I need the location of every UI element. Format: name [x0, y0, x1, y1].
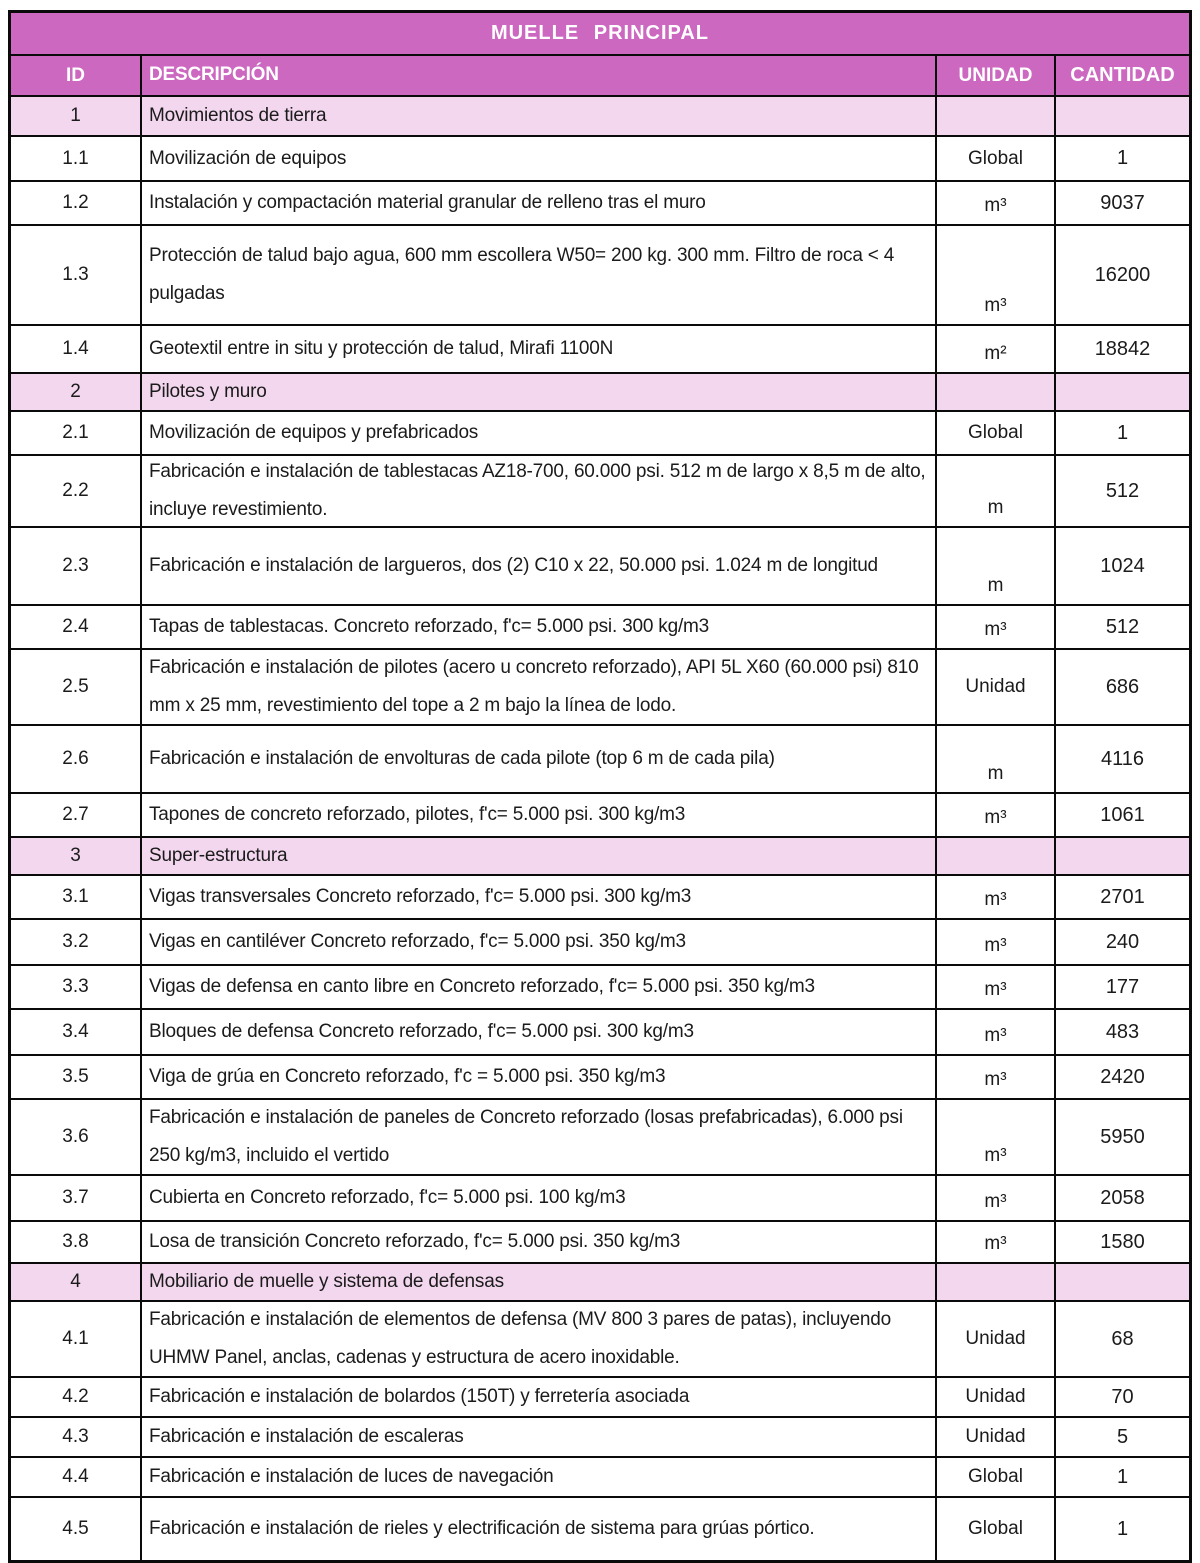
row-id: 2: [70, 381, 81, 402]
row-quantity: 1: [1054, 1458, 1189, 1496]
column-header-id: ID: [66, 64, 85, 86]
row-description: Movimientos de tierra: [140, 97, 935, 135]
row-id: 1.2: [62, 192, 89, 213]
row-unit: Global: [935, 1458, 1054, 1496]
table-row: [11, 1300, 1189, 1376]
row-unit: m: [935, 726, 1054, 792]
row-id: 3: [70, 845, 81, 866]
row-description: Movilización de equipos y prefabricados: [140, 412, 935, 454]
row-id: 3.4: [62, 1021, 89, 1042]
row-quantity: [1054, 97, 1189, 135]
table-row: [11, 1098, 1189, 1174]
table-row: [11, 1008, 1189, 1054]
row-id: 4.5: [62, 1518, 89, 1539]
row-quantity: 2420: [1054, 1056, 1189, 1098]
row-unit: m²: [935, 326, 1054, 372]
row-id: 2.4: [62, 616, 89, 637]
row-quantity: [1054, 838, 1189, 874]
row-description: Fabricación e instalación de escaleras: [140, 1418, 935, 1456]
row-id: 3.7: [62, 1187, 89, 1208]
row-quantity: 512: [1054, 606, 1189, 648]
row-description: Viga de grúa en Concreto reforzado, f'c = 5.000 psi. 350 kg/m3: [140, 1056, 935, 1098]
row-unit: [935, 838, 1054, 874]
row-description: Vigas en cantiléver Concreto reforzado, f'c= 5.000 psi. 350 kg/m3: [140, 920, 935, 964]
row-id: 4.4: [62, 1466, 89, 1487]
table-row: [11, 1054, 1189, 1098]
row-description: Fabricación e instalación de rieles y electrificación de sistema para grúas pórtico.: [140, 1498, 935, 1560]
row-description: Bloques de defensa Concreto reforzado, f'c= 5.000 psi. 300 kg/m3: [140, 1010, 935, 1054]
table-header-row: [11, 54, 1189, 95]
row-quantity: 1: [1054, 1498, 1189, 1560]
row-unit: m³: [935, 1056, 1054, 1098]
row-quantity: 512: [1054, 456, 1189, 526]
row-description: Fabricación e instalación de largueros, dos (2) C10 x 22, 50.000 psi. 1.024 m de longitud: [140, 528, 935, 604]
row-id: 2.3: [62, 555, 89, 576]
column-header-descripcion: DESCRIPCIÓN: [140, 56, 935, 95]
row-unit: m³: [935, 1100, 1054, 1174]
column-header-unidad: UNIDAD: [935, 56, 1054, 95]
row-description: Vigas de defensa en canto libre en Concreto reforzado, f'c= 5.000 psi. 350 kg/m3: [140, 966, 935, 1008]
row-quantity: [1054, 1264, 1189, 1300]
table-row: [11, 874, 1189, 918]
table-row: [11, 836, 1189, 874]
table-title-bar: [11, 13, 1189, 54]
row-description: Movilización de equipos: [140, 137, 935, 180]
row-unit: m³: [935, 606, 1054, 648]
table-row: [11, 95, 1189, 135]
row-unit: m³: [935, 920, 1054, 964]
quantities-table: [8, 10, 1192, 1563]
row-description: Instalación y compactación material granular de relleno tras el muro: [140, 182, 935, 224]
row-id: 4: [70, 1271, 81, 1292]
row-description: Pilotes y muro: [140, 374, 935, 410]
row-id: 2.1: [62, 422, 89, 443]
table-row: [11, 1376, 1189, 1416]
table-row: [11, 1416, 1189, 1456]
row-id: 2.6: [62, 748, 89, 769]
row-id: 2.5: [62, 676, 89, 697]
row-id: 3.3: [62, 976, 89, 997]
row-unit: Global: [935, 137, 1054, 180]
row-quantity: 177: [1054, 966, 1189, 1008]
table-row: [11, 526, 1189, 604]
row-unit: m³: [935, 794, 1054, 836]
table-row: [11, 964, 1189, 1008]
table-body: [11, 95, 1189, 1560]
row-id: 4.2: [62, 1386, 89, 1407]
row-id: 4.1: [62, 1328, 89, 1349]
row-description: Cubierta en Concreto reforzado, f'c= 5.000 psi. 100 kg/m3: [140, 1176, 935, 1220]
row-quantity: 240: [1054, 920, 1189, 964]
row-id: 3.1: [62, 886, 89, 907]
row-id: 1.4: [62, 338, 89, 359]
row-description: Vigas transversales Concreto reforzado, f'c= 5.000 psi. 300 kg/m3: [140, 876, 935, 918]
row-quantity: 5950: [1054, 1100, 1189, 1174]
row-quantity: 1580: [1054, 1222, 1189, 1262]
row-description: Fabricación e instalación de pilotes (acero u concreto reforzado), API 5L X60 (60.000 psi) 810 mm x 25 mm, revestimiento del tope a 2 m bajo la línea de lodo.: [140, 650, 935, 724]
table-row: [11, 918, 1189, 964]
row-unit: [935, 1264, 1054, 1300]
row-unit: m³: [935, 876, 1054, 918]
table-row: [11, 1496, 1189, 1560]
row-description: Fabricación e instalación de tablestacas AZ18-700, 60.000 psi. 512 m de largo x 8,5 m de alto, incluye revestimiento.: [140, 456, 935, 526]
row-quantity: 68: [1054, 1302, 1189, 1376]
row-unit: m³: [935, 1176, 1054, 1220]
row-description: Fabricación e instalación de elementos de defensa (MV 800 3 pares de patas), incluyendo UHMW Panel, anclas, cadenas y estructura de acero inoxidable.: [140, 1302, 935, 1376]
table-title: MUELLE PRINCIPAL: [490, 22, 710, 44]
row-description: Fabricación e instalación de bolardos (150T) y ferretería asociada: [140, 1378, 935, 1416]
row-quantity: 686: [1054, 650, 1189, 724]
row-id: 3.8: [62, 1231, 89, 1252]
row-quantity: 5: [1054, 1418, 1189, 1456]
row-unit: m³: [935, 226, 1054, 324]
row-quantity: 9037: [1054, 182, 1189, 224]
row-id: 3.6: [62, 1126, 89, 1147]
row-description: Protección de talud bajo agua, 600 mm escollera W50= 200 kg. 300 mm. Filtro de roca < 4 pulgadas: [140, 226, 935, 324]
row-unit: m³: [935, 1222, 1054, 1262]
table-row: [11, 180, 1189, 224]
row-unit: [935, 374, 1054, 410]
row-id: 3.5: [62, 1066, 89, 1087]
table-row: [11, 324, 1189, 372]
row-description: Fabricación e instalación de paneles de Concreto reforzado (losas prefabricadas), 6.000 psi 250 kg/m3, incluido el vertido: [140, 1100, 935, 1174]
row-id: 3.2: [62, 931, 89, 952]
table-row: [11, 372, 1189, 410]
row-unit: Global: [935, 1498, 1054, 1560]
row-quantity: 18842: [1054, 326, 1189, 372]
row-description: Mobiliario de muelle y sistema de defensas: [140, 1264, 935, 1300]
row-unit: m³: [935, 1010, 1054, 1054]
table-row: [11, 1174, 1189, 1220]
row-quantity: 70: [1054, 1378, 1189, 1416]
row-unit: m³: [935, 182, 1054, 224]
row-unit: Unidad: [935, 650, 1054, 724]
row-description: Losa de transición Concreto reforzado, f'c= 5.000 psi. 350 kg/m3: [140, 1222, 935, 1262]
table-row: [11, 224, 1189, 324]
row-unit: Global: [935, 412, 1054, 454]
row-id: 1: [70, 105, 81, 126]
row-quantity: 1024: [1054, 528, 1189, 604]
row-unit: Unidad: [935, 1378, 1054, 1416]
row-unit: m: [935, 456, 1054, 526]
row-id: 2.7: [62, 804, 89, 825]
table-row: [11, 648, 1189, 724]
row-quantity: 16200: [1054, 226, 1189, 324]
row-unit: m³: [935, 966, 1054, 1008]
row-unit: Unidad: [935, 1302, 1054, 1376]
table-row: [11, 1262, 1189, 1300]
row-quantity: 1: [1054, 137, 1189, 180]
row-description: Fabricación e instalación de luces de navegación: [140, 1458, 935, 1496]
table-row: [11, 135, 1189, 180]
row-quantity: 1: [1054, 412, 1189, 454]
row-description: Fabricación e instalación de envolturas de cada pilote (top 6 m de cada pila): [140, 726, 935, 792]
row-quantity: 4116: [1054, 726, 1189, 792]
row-description: Geotextil entre in situ y protección de talud, Mirafi 1100N: [140, 326, 935, 372]
column-header-cantidad: CANTIDAD: [1054, 56, 1189, 95]
row-id: 1.3: [62, 264, 89, 285]
row-quantity: 483: [1054, 1010, 1189, 1054]
table-row: [11, 724, 1189, 792]
row-unit: m: [935, 528, 1054, 604]
row-unit: Unidad: [935, 1418, 1054, 1456]
table-row: [11, 1456, 1189, 1496]
row-quantity: 2058: [1054, 1176, 1189, 1220]
row-quantity: 2701: [1054, 876, 1189, 918]
row-description: Tapas de tablestacas. Concreto reforzado, f'c= 5.000 psi. 300 kg/m3: [140, 606, 935, 648]
table-row: [11, 792, 1189, 836]
row-id: 2.2: [62, 480, 89, 501]
row-id: 4.3: [62, 1426, 89, 1447]
row-quantity: [1054, 374, 1189, 410]
row-description: Super-estructura: [140, 838, 935, 874]
row-id: 1.1: [62, 147, 89, 169]
row-quantity: 1061: [1054, 794, 1189, 836]
table-row: [11, 410, 1189, 454]
table-row: [11, 1220, 1189, 1262]
row-description: Tapones de concreto reforzado, pilotes, f'c= 5.000 psi. 300 kg/m3: [140, 794, 935, 836]
table-row: [11, 454, 1189, 526]
row-unit: [935, 97, 1054, 135]
table-row: [11, 604, 1189, 648]
